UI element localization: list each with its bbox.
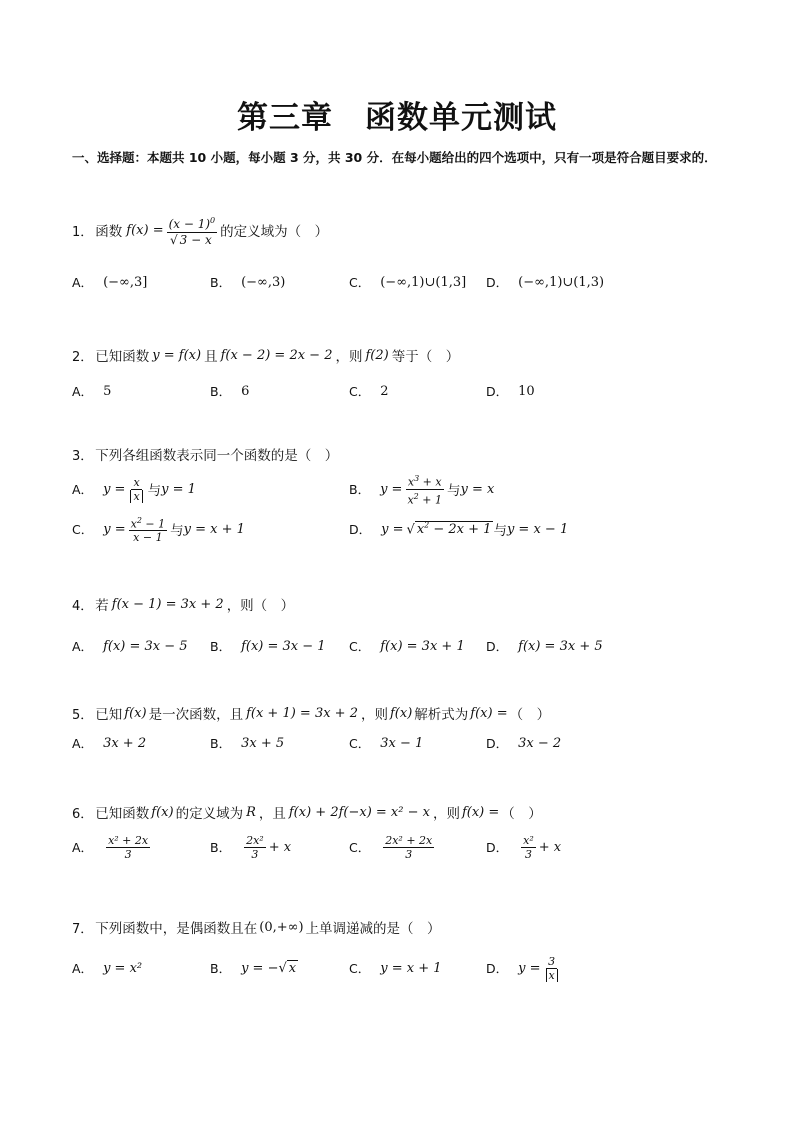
option-b[interactable]: B． $\frac{\text{2x²}}{3}$ + x: [210, 833, 292, 861]
question-text: 下列各组函数表示同一个函数的是（ ）: [95, 448, 339, 464]
option-b[interactable]: B． f(x) = 3x − 1: [210, 638, 326, 654]
option-value: f(x) = 3x + 5: [518, 638, 603, 654]
option-b[interactable]: B． y = − √ x: [210, 960, 297, 976]
option-b[interactable]: B． 6: [210, 383, 250, 399]
option-a[interactable]: A． f(x) = 3x − 5: [72, 638, 188, 654]
math-expr: f(x) + 2f(−x) = x² − x: [288, 804, 430, 820]
question-text: 的定义域为（ ）: [220, 224, 329, 240]
option-a[interactable]: A． (−∞,3]: [72, 274, 148, 290]
option-value: (−∞,3]: [103, 274, 148, 290]
question-4: [72, 589, 603, 661]
question-text: 已知函数: [95, 349, 150, 365]
question-text: 等于（ ）: [391, 349, 460, 365]
math-expr: f(x − 1) = 3x + 2: [111, 596, 224, 612]
question-number: 1．: [72, 224, 94, 240]
question-number: 7．: [72, 921, 94, 937]
option-a[interactable]: A． 3x + 2: [72, 735, 147, 751]
option-b[interactable]: B． y = $\frac{x^3 + x}{x^2 + 1}$ 与 y = x: [349, 473, 495, 507]
question-number: 4．: [72, 598, 94, 614]
option-c[interactable]: C． (−∞,1)∪(1,3]: [349, 274, 467, 290]
math-expr: f(x): [389, 705, 413, 721]
option-value: 5: [103, 383, 112, 399]
section-header: 一、选择题：本题共 10 小题，每小题 3 分，共 30 分．在每小题给出的四个选项中，只有一项是符合题目要求的．: [72, 150, 717, 165]
option-c[interactable]: C． 2: [349, 383, 389, 399]
option-c[interactable]: C． y = $\frac{x^2 - 1}{x - 1}$ 与 y = x + 1: [72, 515, 245, 545]
math-expr: f(2): [365, 347, 389, 363]
option-d[interactable]: D． 10: [486, 383, 535, 399]
option-value: f(x) = 3x − 1: [241, 638, 326, 654]
option-b[interactable]: B． 3x + 5: [210, 735, 285, 751]
question-number: 6．: [72, 806, 94, 822]
math-expr: f(x) =: [461, 804, 500, 820]
option-c[interactable]: C． y = x + 1: [349, 960, 442, 976]
math-expr: (0,+∞): [259, 919, 304, 935]
question-text: ，则: [335, 349, 363, 365]
page-title: 第三章 函数单元测试: [237, 100, 557, 136]
math-expr: R: [246, 804, 256, 820]
question-text: ，则（ ）: [226, 598, 295, 614]
option-c[interactable]: C． 3x − 1: [349, 735, 424, 751]
option-a[interactable]: A． y = $\frac{x}{x}$ 与 y = 1: [72, 475, 196, 503]
fraction: $\frac{(x - 1)^0}{√ 3 - x}$: [167, 213, 218, 248]
question-text: （ ）: [509, 707, 551, 723]
question-3: [72, 439, 569, 549]
question-1: [72, 215, 605, 297]
option-value: 6: [241, 383, 250, 399]
question-5: [72, 698, 562, 758]
exponent: 0: [210, 215, 216, 225]
option-value: (−∞,1)∪(1,3): [518, 274, 605, 290]
question-text: ，则: [432, 806, 460, 822]
question-text: 已知函数: [95, 806, 150, 822]
math-expr: f(x) =: [470, 705, 508, 721]
option-value: 3x − 2: [518, 735, 562, 751]
question-text: ，则: [360, 707, 388, 723]
option-d[interactable]: D． y = √ $x^2 - 2x + 1$ 与 y = x − 1: [349, 520, 569, 539]
option-a[interactable]: A． 5: [72, 383, 112, 399]
option-value: (−∞,3): [241, 274, 286, 290]
question-text: 是一次函数，且: [148, 707, 244, 723]
math-expr: f(x) =: [126, 222, 164, 238]
question-text: 解析式为: [414, 707, 469, 723]
option-c[interactable]: C． f(x) = 3x + 1: [349, 638, 465, 654]
question-number: 5．: [72, 707, 94, 723]
question-number: 3．: [72, 448, 94, 464]
option-d[interactable]: D． 3x − 2: [486, 735, 562, 751]
question-text: 已知: [95, 707, 123, 723]
question-7: [72, 912, 556, 990]
question-text: ，且: [258, 806, 286, 822]
option-value: f(x) = 3x − 5: [103, 638, 188, 654]
question-text: 上单调递减的是（ ）: [305, 921, 441, 937]
option-value: (−∞,1)∪(1,3]: [380, 274, 467, 290]
question-2: [72, 340, 535, 406]
question-text: 若: [95, 598, 109, 614]
question-text: 下列函数中，是偶函数且在: [95, 921, 258, 937]
option-c[interactable]: C． $\frac{\text{2x² + 2x}}{3}$: [349, 833, 433, 861]
option-value: 3x + 5: [241, 735, 285, 751]
math-expr: f(x): [151, 804, 174, 820]
math-expr: f(x − 2) = 2x − 2: [220, 347, 333, 363]
question-6: [72, 797, 562, 867]
question-text: 且: [204, 349, 218, 365]
question-number: 2．: [72, 349, 94, 365]
option-value: 3x + 2: [103, 735, 147, 751]
option-a[interactable]: A． $\frac{\text{x² + 2x}}{3}$: [72, 833, 149, 861]
radicand: 3 − x: [179, 232, 212, 247]
option-b[interactable]: B． (−∞,3): [210, 274, 286, 290]
question-text: 函数: [95, 224, 123, 240]
question-text: （ ）: [501, 806, 542, 822]
option-d[interactable]: D． (−∞,1)∪(1,3): [486, 274, 605, 290]
option-value: f(x) = 3x + 1: [380, 638, 465, 654]
option-d[interactable]: D． $\frac{\text{x²}}{3}$ + x: [486, 833, 562, 861]
math-expr: f(x + 1) = 3x + 2: [246, 705, 358, 721]
option-d[interactable]: D． f(x) = 3x + 5: [486, 638, 603, 654]
question-text: 的定义域为: [175, 806, 244, 822]
frac-num: (x − 1): [168, 216, 211, 231]
option-a[interactable]: A． y = x²: [72, 960, 143, 976]
math-expr: f(x): [124, 705, 147, 721]
option-value: 2: [380, 383, 389, 399]
math-expr: y = f(x): [152, 347, 202, 363]
option-value: 3x − 1: [380, 735, 424, 751]
option-d[interactable]: D． y = $\frac{3}{x}$: [486, 946, 563, 990]
option-value: 10: [518, 383, 535, 399]
